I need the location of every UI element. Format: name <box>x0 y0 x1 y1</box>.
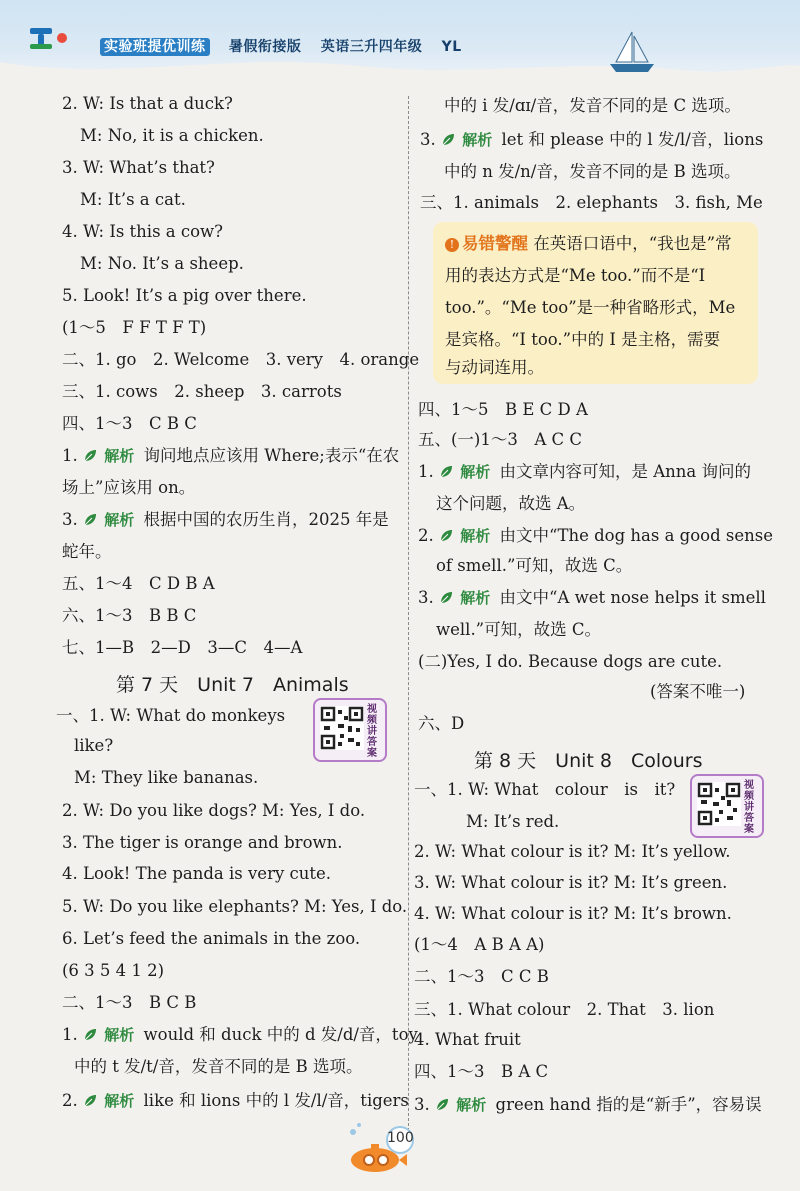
item-number: 1. <box>62 1025 78 1044</box>
analysis-line <box>418 526 773 546</box>
analysis-line <box>62 1025 418 1045</box>
analysis-text: like 和 lions 中的 l 发/l/音，tigers <box>143 1091 409 1110</box>
analysis-line <box>420 130 763 150</box>
warning-line: 与动词连用。 <box>445 358 544 377</box>
warning-line: too.”。“Me too”是一种省略形式，Me <box>445 298 736 317</box>
header-edition: YL <box>441 39 462 55</box>
submarine-icon <box>345 1120 455 1180</box>
answer-line: 场上”应该用 on。 <box>62 478 196 497</box>
item-number: 3. <box>414 1095 430 1114</box>
answer-line: 五、1～4 C D B A <box>62 574 215 593</box>
answer-line: 这个问题，故选 A。 <box>436 494 586 513</box>
answer-line: 三、1. cows 2. sheep 3. carrots <box>62 382 342 401</box>
qr-label: 视频讲答案 <box>367 704 377 759</box>
answer-line: (1～5 F F T F T) <box>62 318 207 337</box>
qr-code-icon <box>320 706 364 750</box>
answer-line: 六、1～3 B B C <box>62 606 197 625</box>
header-series: 暑假衔接版 <box>228 39 302 55</box>
answer-line: 中的 i 发/ɑɪ/音，发音不同的是 C 选项。 <box>444 96 741 115</box>
answer-line: (6 3 5 4 1 2) <box>62 961 165 980</box>
answer-line: M: No. It’s a sheep. <box>80 254 244 273</box>
answer-line: 3. W: What colour is it? M: It’s green. <box>414 873 728 892</box>
answer-line: 3. W: What’s that? <box>62 158 215 177</box>
item-number: 2. <box>418 526 434 545</box>
analysis-line <box>418 588 766 608</box>
answer-line: M: It’s a cat. <box>80 190 186 209</box>
analysis-text: 由文章内容可知，是 Anna 询问的 <box>499 462 752 481</box>
brand-logo-icon <box>28 22 96 52</box>
analysis-tag: 解析 <box>460 463 491 481</box>
answer-line: 二、1～3 C C B <box>414 967 549 986</box>
qr-code-video[interactable] <box>313 698 387 762</box>
answer-line: 三、1. What colour 2. That 3. lion <box>414 1000 715 1019</box>
leaf-icon <box>83 513 97 527</box>
answer-line: 二、1～3 B C B <box>62 993 197 1012</box>
item-number: 3. <box>420 130 436 149</box>
leaf-icon <box>83 449 97 463</box>
answer-line: 2. W: Do you like dogs? M: Yes, I do. <box>62 801 366 820</box>
answer-line: 中的 t 发/t/音，发音不同的是 B 选项。 <box>74 1057 363 1076</box>
warning-line <box>445 234 732 254</box>
item-number: 1. <box>418 462 434 481</box>
analysis-tag: 解析 <box>104 1092 135 1110</box>
analysis-text: 询问地点应该用 Where;表示“在农 <box>143 446 400 465</box>
answer-line: 3. The tiger is orange and brown. <box>62 833 343 852</box>
item-number: 3. <box>62 510 78 529</box>
analysis-tag: 解析 <box>460 527 491 545</box>
answer-line: 二、1. go 2. Welcome 3. very 4. orange <box>62 350 420 369</box>
answer-line: like? <box>74 736 114 755</box>
answer-line: 四、1～5 B E C D A <box>418 400 588 419</box>
header-brand: 实验班提优训练 <box>100 38 210 56</box>
answer-line: 四、1～3 C B C <box>62 414 197 433</box>
sailboat-icon <box>604 30 660 74</box>
analysis-line <box>418 462 751 482</box>
qr-code-video[interactable] <box>690 774 764 838</box>
answer-line: 4. W: Is this a cow? <box>62 222 224 241</box>
alert-icon: ! <box>445 238 459 252</box>
answer-line: 三、1. animals 2. elephants 3. fish, Me <box>420 193 763 212</box>
analysis-line <box>414 1095 762 1115</box>
answer-line: well.”可知，故选 C。 <box>436 620 601 639</box>
qr-label: 视频讲答案 <box>744 780 754 835</box>
analysis-tag: 解析 <box>456 1096 487 1114</box>
analysis-text: would 和 duck 中的 d 发/d/音，toy <box>143 1025 418 1044</box>
answer-line: 4. Look! The panda is very cute. <box>62 864 332 883</box>
page-header <box>0 0 800 82</box>
answer-line: 4. W: What colour is it? M: It’s brown. <box>414 904 732 923</box>
answer-line: 四、1～3 B A C <box>414 1062 549 1081</box>
answer-line: 5. W: Do you like elephants? M: Yes, I do. <box>62 897 408 916</box>
answer-line: M: They like bananas. <box>74 768 259 787</box>
item-number: 3. <box>418 588 434 607</box>
answer-line: 七、1—B 2—D 3—C 4—A <box>62 638 303 657</box>
leaf-icon <box>439 529 453 543</box>
answer-line: 六、D <box>418 714 465 733</box>
answer-line: 4. What fruit <box>414 1030 521 1049</box>
page-number-badge <box>345 1120 455 1180</box>
header-wave <box>0 52 800 92</box>
leaf-icon <box>83 1028 97 1042</box>
header-title <box>100 36 476 56</box>
answer-line: 蛇年。 <box>62 542 112 561</box>
column-divider <box>408 96 409 1141</box>
leaf-icon <box>439 591 453 605</box>
analysis-text: green hand 指的是“新手”，容易误 <box>495 1095 762 1114</box>
analysis-tag: 解析 <box>462 131 493 149</box>
answer-line: 2. W: Is that a duck? <box>62 94 233 113</box>
analysis-text: 由文中“The dog has a good sense <box>499 526 773 545</box>
answer-line: 一、1. W: What do monkeys <box>56 706 286 725</box>
warning-line: 用的表达方式是“Me too.”而不是“I <box>445 266 706 285</box>
analysis-tag: 解析 <box>104 511 135 529</box>
analysis-line <box>62 510 389 530</box>
qr-code-icon <box>697 782 741 826</box>
warning-line: 是宾格。“I too.”中的 I 是主格，需要 <box>445 330 721 349</box>
leaf-icon <box>439 465 453 479</box>
leaf-icon <box>435 1098 449 1112</box>
answer-line: 中的 n 发/n/音，发音不同的是 B 选项。 <box>444 162 741 181</box>
header-subject: 英语三升四年级 <box>320 39 423 55</box>
page-number: 100 <box>387 1130 414 1146</box>
leaf-icon <box>83 1094 97 1108</box>
answer-note: (答案不唯一) <box>650 682 746 701</box>
analysis-line <box>62 1091 409 1111</box>
analysis-line <box>62 446 399 466</box>
answer-line: (1～4 A B A A) <box>414 935 545 954</box>
analysis-text: 根据中国的农历生肖，2025 年是 <box>143 510 389 529</box>
answer-line: of smell.”可知，故选 C。 <box>436 556 633 575</box>
analysis-text: let 和 please 中的 l 发/l/音，lions <box>501 130 764 149</box>
answer-line: 2. W: What colour is it? M: It’s yellow. <box>414 842 731 861</box>
analysis-tag: 解析 <box>104 1026 135 1044</box>
warning-tag: 易错警醒 <box>462 234 528 253</box>
answer-line: 5. Look! It’s a pig over there. <box>62 286 307 305</box>
analysis-tag: 解析 <box>104 447 135 465</box>
answer-line: (二)Yes, I do. Because dogs are cute. <box>418 652 723 671</box>
item-number: 1. <box>62 446 78 465</box>
analysis-text: 由文中“A wet nose helps it smell <box>499 588 766 607</box>
analysis-tag: 解析 <box>460 589 491 607</box>
item-number: 2. <box>62 1091 78 1110</box>
answer-line: M: No, it is a chicken. <box>80 126 264 145</box>
unit-8-title: 第 8 天 Unit 8 Colours <box>474 750 703 772</box>
answer-line: M: It’s red. <box>466 812 560 831</box>
answer-line: 6. Let’s feed the animals in the zoo. <box>62 929 361 948</box>
leaf-icon <box>441 133 455 147</box>
warning-text: 在英语口语中，“我也是”常 <box>533 234 732 253</box>
answer-line: 一、1. W: What colour is it? <box>414 780 676 799</box>
answer-line: 五、(一)1～3 A C C <box>418 430 583 449</box>
unit-7-title: 第 7 天 Unit 7 Animals <box>116 674 349 696</box>
common-mistake-box <box>433 222 758 384</box>
